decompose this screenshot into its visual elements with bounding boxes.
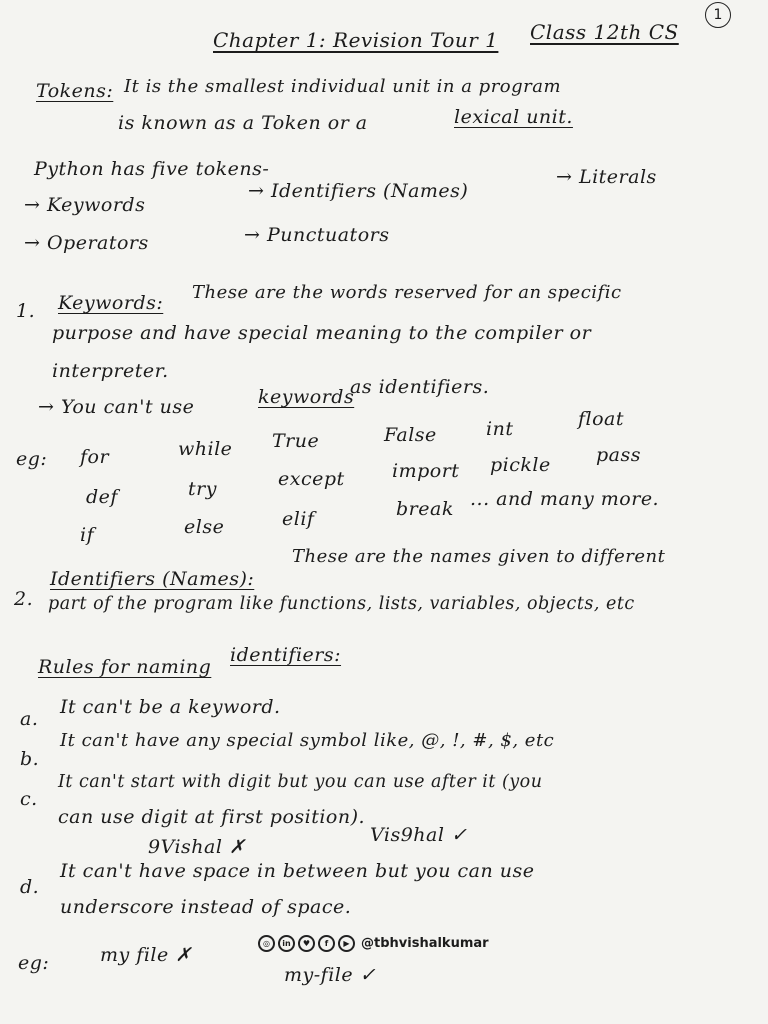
twitter-icon: ♥ xyxy=(298,935,315,952)
rule-a-label: a. xyxy=(20,708,39,730)
keyword-example: while xyxy=(178,438,233,460)
final-example-good: my-file ✓ xyxy=(284,964,377,986)
rule-d-text2: underscore instead of space. xyxy=(60,896,352,918)
keyword-example: for xyxy=(80,446,110,468)
examples-label: eg: xyxy=(16,448,48,470)
youtube-icon: ▶ xyxy=(338,935,355,952)
final-example-label: eg: xyxy=(18,952,50,974)
keyword-example: pass xyxy=(596,444,641,466)
keywords-number: 1. xyxy=(16,300,36,322)
keyword-example: int xyxy=(486,418,514,440)
token-type-literals: → Literals xyxy=(556,166,657,188)
keyword-example: else xyxy=(184,516,225,538)
keyword-example: pickle xyxy=(490,454,551,476)
identifiers-definition-line2: part of the program like functions, lists, variables, objects, etc xyxy=(48,594,635,614)
keyword-example: float xyxy=(578,408,625,430)
tokens-definition-line1: It is the smallest individual unit in a program xyxy=(124,76,562,97)
token-type-punctuators: → Punctuators xyxy=(244,224,390,246)
chapter-title: Chapter 1: Revision Tour 1 xyxy=(213,28,499,52)
tokens-term: Tokens: xyxy=(36,80,114,102)
facebook-icon: f xyxy=(318,935,335,952)
rule-b-text: It can't have any special symbol like, @, !, #, $, etc xyxy=(60,730,555,751)
keywords-definition-line3: interpreter. xyxy=(52,360,169,382)
rule-c-bad-example: 9Vishal ✗ xyxy=(148,836,246,858)
lexical-unit-term: lexical unit. xyxy=(454,106,573,128)
rule-c-label: c. xyxy=(20,788,38,810)
rule-a-text: It can't be a keyword. xyxy=(60,696,281,718)
keywords-note-a: → You can't use xyxy=(38,396,195,418)
token-type-keywords: → Keywords xyxy=(24,194,146,216)
keyword-example-more: ... and many more. xyxy=(470,488,660,510)
rule-c-good-example: Vis9hal ✓ xyxy=(370,824,468,846)
keywords-note-b: keywords xyxy=(258,386,355,408)
rules-heading-b: identifiers: xyxy=(230,644,342,666)
token-type-operators: → Operators xyxy=(24,232,149,254)
keyword-example: break xyxy=(396,498,454,520)
token-type-identifiers: → Identifiers (Names) xyxy=(248,180,469,202)
tokens-definition-line2a: is known as a Token or a xyxy=(118,112,368,134)
class-label: Class 12th CS xyxy=(530,20,679,44)
rule-d-text1: It can't have space in between but you can use xyxy=(60,860,535,882)
instagram-icon: ◎ xyxy=(258,935,275,952)
keyword-example: try xyxy=(188,478,217,500)
five-tokens-heading: Python has five tokens- xyxy=(34,158,270,180)
identifiers-definition-line1: These are the names given to different xyxy=(292,546,666,567)
rule-b-label: b. xyxy=(20,748,40,770)
page-number: 1 xyxy=(705,2,731,28)
keyword-example: False xyxy=(384,424,437,446)
final-example-bad: my file ✗ xyxy=(100,944,192,966)
social-watermark xyxy=(258,935,489,952)
social-handle: @tbhvishalkumar xyxy=(361,936,489,951)
keywords-note-c: as identifiers. xyxy=(350,376,490,398)
linkedin-icon: in xyxy=(278,935,295,952)
keyword-example: except xyxy=(278,468,345,490)
identifiers-term: Identifiers (Names): xyxy=(50,568,255,590)
keywords-term: Keywords: xyxy=(58,292,164,314)
keyword-example: import xyxy=(392,460,460,482)
rule-c-text1: It can't start with digit but you can use after it (you xyxy=(58,772,543,792)
identifiers-number: 2. xyxy=(14,588,34,610)
keyword-example: if xyxy=(80,524,95,546)
rule-d-label: d. xyxy=(20,876,40,898)
keyword-example: elif xyxy=(282,508,315,530)
rules-heading-a: Rules for naming xyxy=(38,656,212,678)
keywords-definition-line1: These are the words reserved for an specific xyxy=(192,282,622,303)
rule-c-text2: can use digit at first position). xyxy=(58,806,366,828)
keywords-definition-line2: purpose and have special meaning to the compiler or xyxy=(52,322,592,344)
keyword-example: def xyxy=(86,486,118,508)
keyword-example: True xyxy=(272,430,320,452)
